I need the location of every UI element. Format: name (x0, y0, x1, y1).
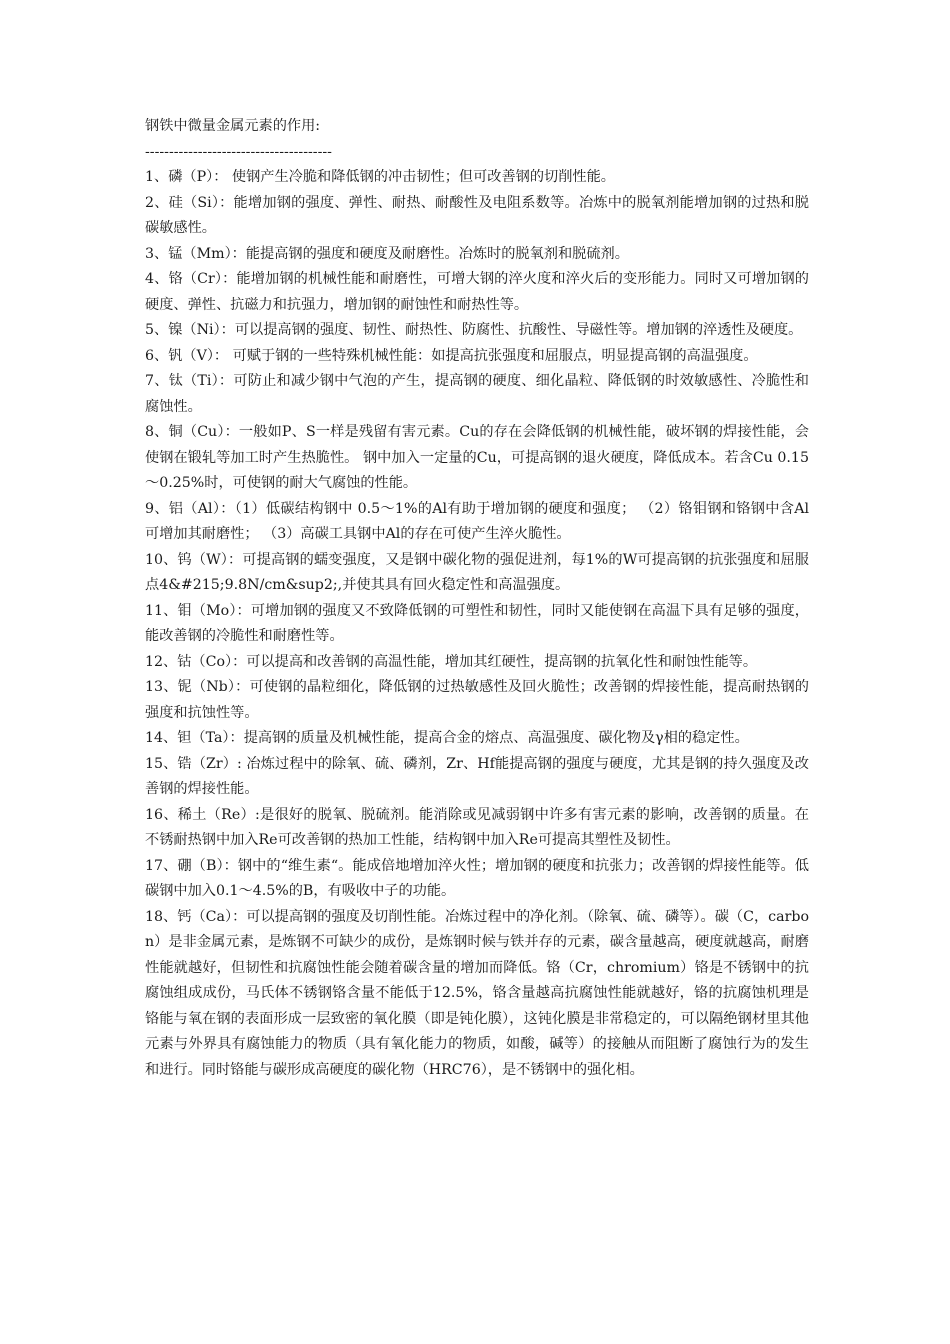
paragraph-calcium: 18、钙（Ca）：可以提高钢的强度及切削性能。冶炼过程中的净化剂。（除氧、硫、磷等）。碳（C，carbon）是非金属元素，是炼钢不可缺少的成份，是炼钢时候与铁并存的元素，碳含量越高，硬度就越高，耐磨性能就越好，但韧性和抗腐蚀性能会随着碳含量的增加而降低。铬（Cr，chromium）铬是不锈钢中的抗腐蚀组成成份，马氏体不锈钢铬含量不能低于12.5%，铬含量越高抗腐蚀性能就越好，铬的抗腐蚀机理是铬能与氧在钢的表面形成一层致密的氧化膜（即是钝化膜），这钝化膜是非常稳定的，可以隔绝钢材里其他元素与外界具有腐蚀能力的物质（具有氧化能力的物质，如酸，碱等）的接触从而阻断了腐蚀行为的发生和进行。同时铬能与碳形成高硬度的碳化物（HRC76），是不锈钢中的强化相。 (145, 908, 809, 1078)
title-divider: --------------------------------------- (145, 144, 332, 160)
document-page (145, 114, 809, 1083)
paragraph-aluminum: 9、铝（Al）：（1）低碳结构钢中 0.5～1%的Al有助于增加钢的硬度和强度； （2）铬钼钢和铬钢中含Al可增加其耐磨性； （3）高碳工具钢中Al的存在可使产生淬火脆性。 (145, 500, 809, 542)
paragraph-phosphorus: 1、磷（P）： 使钢产生冷脆和降低钢的冲击韧性；但可改善钢的切削性能。 (145, 169, 615, 185)
paragraph-nickel: 5、镍（Ni）：可以提高钢的强度、韧性、耐热性、防腐性、抗酸性、导磁性等。增加钢的淬透性及硬度。 (145, 322, 803, 338)
paragraph-niobium: 13、铌（Nb）：可使钢的晶粒细化，降低钢的过热敏感性及回火脆性；改善钢的焊接性能，提高耐热钢的强度和抗蚀性等。 (145, 679, 809, 721)
paragraph-molybdenum: 11、钼（Mo）：可增加钢的强度又不致降低钢的可塑性和韧性，同时又能使钢在高温下具有足够的强度，能改善钢的冷脆性和耐磨性等。 (145, 602, 809, 644)
paragraph-tungsten: 10、钨（W）：可提高钢的蠕变强度，又是钢中碳化物的强促进剂，每1%的W可提高钢的抗张强度和屈服点4&#215;9.8N/cm&sup2;,并使其具有回火稳定性和高温强度。 (145, 551, 809, 593)
paragraph-manganese: 3、锰（Mm）：能提高钢的强度和硬度及耐磨性。冶炼时的脱氧剂和脱硫剂。 (145, 245, 629, 262)
paragraph-vanadium: 6、钒（V）： 可赋于钢的一些特殊机械性能：如提高抗张强度和屈服点，明显提高钢的高温强度。 (145, 347, 758, 364)
paragraph-titanium: 7、钛（Ti）：可防止和减少钢中气泡的产生，提高钢的硬度、细化晶粒、降低钢的时效敏感性、冷脆性和腐蚀性。 (145, 373, 809, 415)
paragraph-chromium: 4、铬（Cr）：能增加钢的机械性能和耐磨性，可增大钢的淬火度和淬火后的变形能力。同时又可增加钢的硬度、弹性、抗磁力和抗强力，增加钢的耐蚀性和耐热性等。 (145, 271, 809, 313)
paragraph-silicon: 2、硅（Si）：能增加钢的强度、弹性、耐热、耐酸性及电阻系数等。冶炼中的脱氧剂能增加钢的过热和脱碳敏感性。 (145, 194, 809, 236)
paragraph-list (145, 165, 809, 1083)
paragraph-rare-earth: 16、稀土（Re）:是很好的脱氧、脱硫剂。能消除或见减弱钢中许多有害元素的影响，改善钢的质量。在不锈耐热钢中加入Re可改善钢的热加工性能，结构钢中加入Re可提高其塑性及韧性。 (145, 806, 809, 848)
paragraph-tantalum: 14、钽（Ta）：提高钢的质量及机械性能，提高合金的熔点、高温强度、碳化物及γ相的稳定性。 (145, 730, 749, 746)
document-title: 钢铁中微量金属元素的作用: (145, 118, 321, 134)
paragraph-zirconium: 15、锆（Zr）: 冶炼过程中的除氧、硫、磷剂，Zr、Hf能提高钢的强度与硬度，尤其是钢的持久强度及改善钢的焊接性能。 (145, 755, 809, 797)
paragraph-copper: 8、铜（Cu）：一般如P、S一样是残留有害元素。Cu的存在会降低钢的机械性能，破坏钢的焊接性能，会使钢在锻轧等加工时产生热脆性。 钢中加入一定量的Cu，可提高钢的退火硬度，降低成本。若含Cu 0.15～0.25%时，可使钢的耐大气腐蚀的性能。 (145, 424, 809, 491)
paragraph-cobalt: 12、钴（Co）：可以提高和改善钢的高温性能，增加其红硬性，提高钢的抗氧化性和耐蚀性能等。 (145, 653, 758, 670)
paragraph-boron: 17、硼（B）：钢中的“维生素“。能成倍地增加淬火性；增加钢的硬度和抗张力；改善钢的焊接性能等。低碳钢中加入0.1～4.5%的B，有吸收中子的功能。 (145, 857, 809, 899)
